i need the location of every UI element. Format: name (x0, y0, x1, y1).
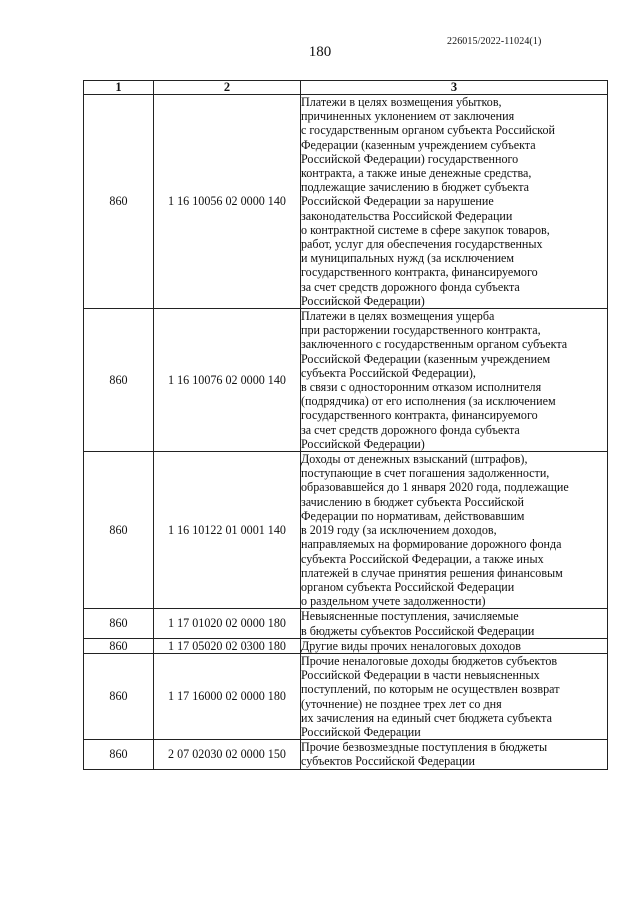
income-name-line: в бюджеты субъектов Российской Федерации (301, 623, 535, 638)
income-name-line: о контрактной системе в сфере закупок товаров, (301, 222, 550, 237)
income-name-line: с государственным органом субъекта Российской (301, 123, 555, 138)
table-row (84, 309, 608, 452)
budget-code-cell: 1 17 16000 02 0000 180 (154, 653, 301, 739)
income-name-line: поступлений, по которым не осуществлен возврат (301, 682, 560, 697)
table-row (84, 638, 608, 653)
income-name-cell (301, 740, 608, 769)
budget-code-cell: 1 17 05020 02 0300 180 (154, 638, 301, 653)
income-name-line: причиненных уклонением от заключения (301, 109, 515, 124)
table-row (84, 95, 608, 309)
income-name-line: Другие виды прочих неналоговых доходов (301, 638, 521, 653)
income-name-line: законодательства Российской Федерации (301, 208, 513, 223)
income-name-line: о раздельном учете задолженности) (301, 594, 486, 609)
table-row (84, 452, 608, 609)
page-number: 180 (308, 44, 332, 60)
budget-code-cell: 1 17 01020 02 0000 180 (154, 609, 301, 638)
income-name-line: Доходы от денежных взысканий (штрафов), (301, 452, 528, 467)
income-name-line: субъекта Российской Федерации, а также иных (301, 551, 544, 566)
income-name-line: субъектов Российской Федерации (301, 754, 475, 769)
income-name-line: органом субъекта Российской Федерации (301, 579, 515, 594)
table-row (84, 609, 608, 638)
admin-code-cell: 860 (84, 452, 154, 609)
income-name-line: за счет средств дорожного фонда субъекта (301, 422, 520, 437)
income-name-line: зачислению в бюджет субъекта Российской (301, 494, 525, 509)
income-name-line: Платежи в целях возмещения ущерба (301, 309, 495, 324)
admin-code-cell: 860 (84, 95, 154, 309)
income-name-line: в 2019 году (за исключением доходов, (301, 523, 497, 538)
income-name-line: в связи с односторонним отказом исполнителя (301, 380, 542, 395)
income-name-line: поступающие в счет погашения задолженности, (301, 466, 550, 481)
table-row (84, 740, 608, 769)
income-name-line: Российской Федерации (казенным учреждением (301, 351, 551, 366)
document-number: 226015/2022-11024(1) (447, 36, 542, 47)
budget-code-cell: 1 16 10122 01 0001 140 (154, 452, 301, 609)
budget-code-cell: 2 07 02030 02 0000 150 (154, 740, 301, 769)
income-name-line: при расторжении государственного контракта, (301, 323, 541, 338)
column-header-3: 3 (301, 81, 608, 95)
income-name-cell (301, 452, 608, 609)
income-name-line: заключенного с государственным органом субъекта (301, 337, 568, 352)
income-name-line: Прочие безвозмездные поступления в бюджеты (301, 740, 548, 755)
admin-code-cell: 860 (84, 740, 154, 769)
income-name-line: Российской Федерации (301, 724, 421, 739)
budget-code-cell: 1 16 10076 02 0000 140 (154, 309, 301, 452)
income-name-line: Прочие неналоговые доходы бюджетов субъектов (301, 653, 558, 668)
income-name-cell (301, 609, 608, 638)
income-name-cell (301, 638, 608, 653)
income-name-line: Федерации (казенным учреждением субъекта (301, 137, 536, 152)
admin-code-cell: 860 (84, 609, 154, 638)
table-header-row (84, 81, 608, 95)
income-name-line: государственного контракта, финансируемого (301, 265, 538, 280)
admin-code-cell: 860 (84, 309, 154, 452)
income-name-line: подлежащие зачислению в бюджет субъекта (301, 180, 530, 195)
income-name-cell (301, 653, 608, 739)
budget-classification-table (83, 80, 608, 770)
income-name-line: образовавшейся до 1 января 2020 года, подлежащие (301, 480, 569, 495)
income-name-line: субъекта Российской Федерации), (301, 365, 476, 380)
income-name-line: Невыясненные поступления, зачисляемые (301, 609, 519, 624)
table-body (84, 95, 608, 770)
budget-code-cell: 1 16 10056 02 0000 140 (154, 95, 301, 309)
income-name-line: Платежи в целях возмещения убытков, (301, 95, 502, 109)
income-name-line: (подрядчика) от его исполнения (за исключением (301, 394, 556, 409)
income-name-line: и муниципальных нужд (за исключением (301, 251, 515, 266)
income-name-line: Федерации по нормативам, действовавшим (301, 508, 525, 523)
income-name-line: платежей в случае принятия решения финансовым (301, 565, 563, 580)
column-header-1: 1 (84, 81, 154, 95)
income-name-cell (301, 309, 608, 452)
income-name-line: Российской Федерации за нарушение (301, 194, 494, 209)
income-name-line: Российской Федерации) государственного (301, 151, 519, 166)
admin-code-cell: 860 (84, 653, 154, 739)
table-row (84, 653, 608, 739)
income-name-cell (301, 95, 608, 309)
column-header-2: 2 (154, 81, 301, 95)
income-name-line: Российской Федерации) (301, 293, 425, 308)
admin-code-cell: 860 (84, 638, 154, 653)
income-name-line: государственного контракта, финансируемого (301, 408, 538, 423)
income-name-line: контракта, а также иные денежные средства, (301, 166, 532, 181)
income-name-line: за счет средств дорожного фонда субъекта (301, 279, 520, 294)
income-name-line: Российской Федерации в части невыясненных (301, 668, 540, 683)
income-name-line: Российской Федерации) (301, 436, 425, 451)
income-name-line: (уточнение) не позднее трех лет со дня (301, 696, 502, 711)
income-name-line: направляемых на формирование дорожного фонда (301, 537, 562, 552)
income-name-line: работ, услуг для обеспечения государственных (301, 237, 543, 252)
income-name-line: их зачисления на единый счет бюджета субъекта (301, 710, 552, 725)
